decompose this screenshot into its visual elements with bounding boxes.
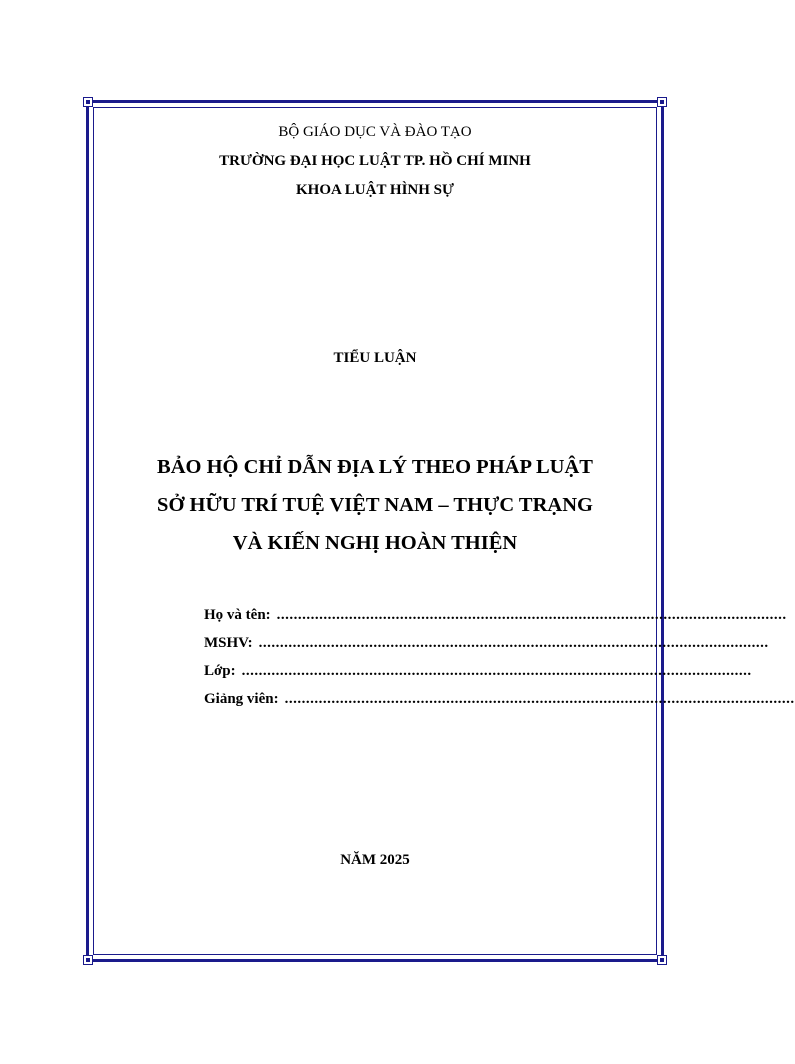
info-row-student-id bbox=[204, 635, 769, 663]
document-type: TIỂU LUẬN bbox=[333, 350, 417, 366]
fill-in-dots: ........................................................................................................................ bbox=[284, 691, 795, 707]
info-label: Giảng viên: bbox=[204, 691, 279, 707]
title-line: BẢO HỘ CHỈ DẪN ĐỊA LÝ THEO PHÁP LUẬT bbox=[157, 456, 593, 478]
year-label: NĂM 2025 bbox=[340, 852, 410, 868]
title-line: VÀ KIẾN NGHỊ HOÀN THIỆN bbox=[232, 532, 518, 554]
fill-in-dots: ........................................................................................................................ bbox=[258, 635, 769, 651]
info-row-class bbox=[204, 663, 752, 691]
info-label: Họ và tên: bbox=[204, 607, 271, 623]
university-name: TRƯỜNG ĐẠI HỌC LUẬT TP. HỒ CHÍ MINH bbox=[219, 153, 531, 169]
ministry-name: BỘ GIÁO DỤC VÀ ĐÀO TẠO bbox=[278, 124, 472, 140]
info-label: Lớp: bbox=[204, 663, 236, 679]
info-row-name bbox=[204, 607, 787, 635]
border-corner-top-right bbox=[657, 97, 667, 107]
document-title bbox=[0, 448, 750, 562]
info-label: MSHV: bbox=[204, 635, 253, 651]
faculty-name: KHOA LUẬT HÌNH SỰ bbox=[296, 182, 454, 198]
fill-in-dots: ........................................................................................................................ bbox=[241, 663, 752, 679]
border-corner-top-left bbox=[83, 97, 93, 107]
student-info-block bbox=[204, 607, 795, 719]
border-corner-bottom-left bbox=[83, 955, 93, 965]
border-corner-bottom-right bbox=[657, 955, 667, 965]
fill-in-dots: ........................................................................................................................ bbox=[276, 607, 787, 623]
title-line: SỞ HỮU TRÍ TUỆ VIỆT NAM – THỰC TRẠNG bbox=[157, 494, 593, 516]
info-row-lecturer bbox=[204, 691, 795, 719]
